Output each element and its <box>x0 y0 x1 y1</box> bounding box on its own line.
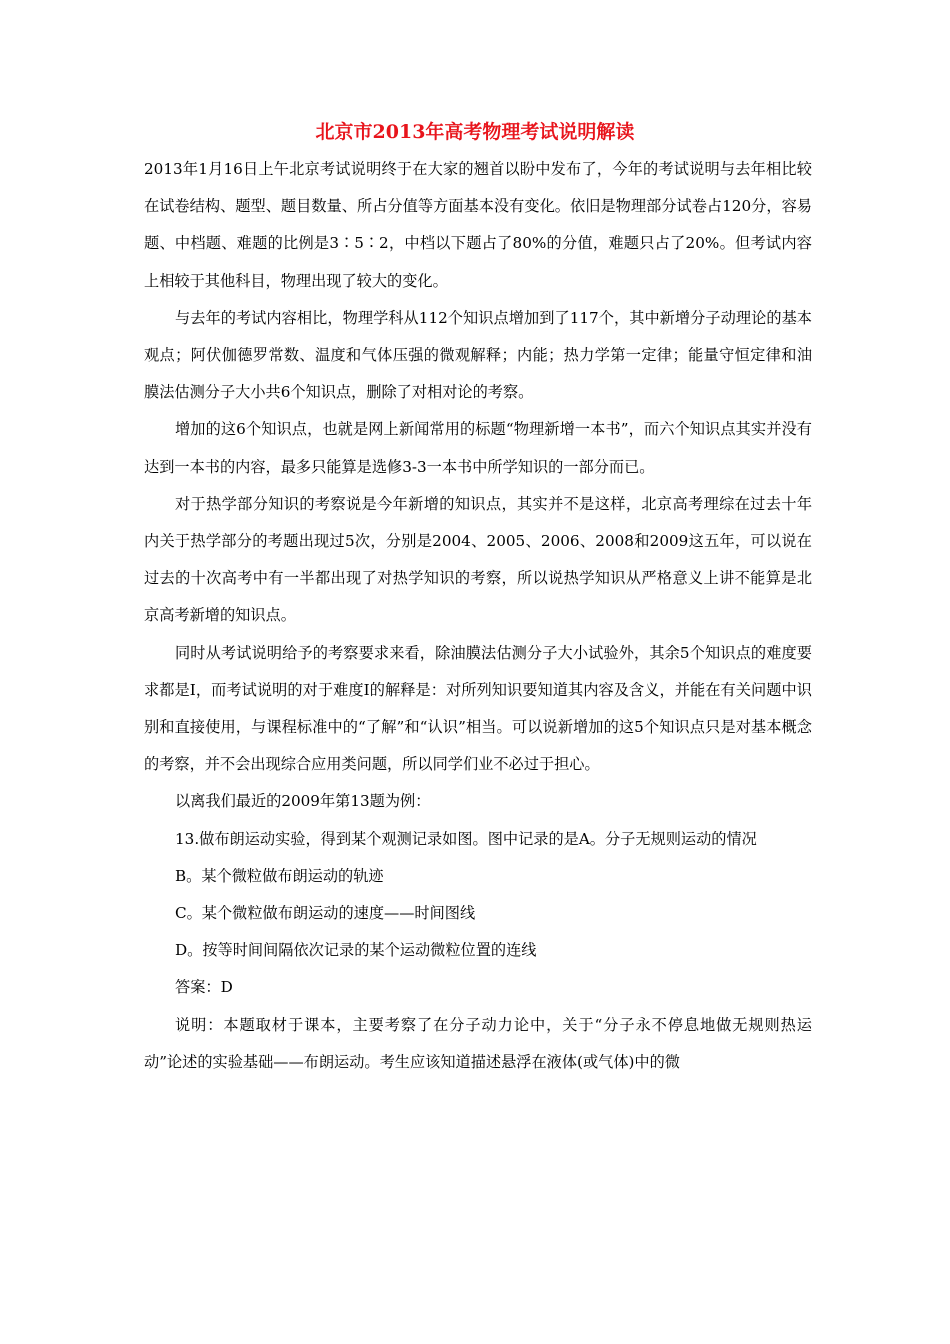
paragraph-knowledge-points: 与去年的考试内容相比，物理学科从112个知识点增加到了117个，其中新增分子动理论的基本观点；阿伏伽德罗常数、温度和气体压强的微观解释；内能；热力学第一定律；能量守恒定律和油膜法估测分子大小共6个知识点，删除了对相对论的考察。 <box>144 308 812 402</box>
document-title: 北京市2013年高考物理考试说明解读 <box>315 121 635 143</box>
paragraph-thermal: 对于热学部分知识的考察说是今年新增的知识点，其实并不是这样，北京高考理综在过去十年内关于热学部分的考题出现过5次，分别是2004、2005、2006、2008和2009这五年，可以说在过去的十次高考中有一半都出现了对热学知识的考察，所以说热学知识从严格意义上讲不能算是北京高考新增的知识点。 <box>144 494 812 625</box>
paragraph-requirements: 同时从考试说明给予的考察要求来看，除油膜法估测分子大小试验外，其余5个知识点的难度要求都是I，而考试说明的对于难度I的解释是：对所列知识要知道其内容及含义，并能在有关问题中识别和直接使用，与课程标准中的“了解”和“认识”相当。可以说新增加的这5个知识点只是对基本概念的考察，并不会出现综合应用类问题，所以同学们业不必过于担心。 <box>144 643 812 774</box>
document-body <box>144 151 812 1081</box>
option-c: C。某个微粒做布朗运动的速度——时间图线 <box>175 904 476 923</box>
paragraph-six-points: 增加的这6个知识点，也就是网上新闻常用的标题“物理新增一本书”，而六个知识点其实并没有达到一本书的内容，最多只能算是选修3-3一本书中所学知识的一部分而已。 <box>144 420 812 476</box>
paragraph-example-intro: 以离我们最近的2009年第13题为例： <box>175 792 431 811</box>
answer-line: 答案：D <box>175 978 233 997</box>
option-b: B。某个微粒做布朗运动的轨迹 <box>175 866 384 885</box>
paragraph-question: 13.做布朗运动实验，得到某个观测记录如图。图中记录的是A。分子无规则运动的情况 <box>175 829 757 848</box>
option-d: D。按等时间间隔依次记录的某个运动微粒位置的连线 <box>175 941 537 960</box>
paragraph-intro: 2013年1月16日上午北京考试说明终于在大家的翘首以盼中发布了，今年的考试说明与去年相比较在试卷结构、题型、题目数量、所占分值等方面基本没有变化。依旧是物理部分试卷占120分，容易题、中档题、难题的比例是3∶5∶2，中档以下题占了80%的分值，难题只占了20%。但考试内容上相较于其他科目，物理出现了较大的变化。 <box>144 160 812 290</box>
paragraph-explanation: 说明：本题取材于课本，主要考察了在分子动力论中，关于“分子永不停息地做无规则热运动”论述的实验基础——布朗运动。考生应该知道描述悬浮在液体(或气体)中的微 <box>144 1015 812 1071</box>
